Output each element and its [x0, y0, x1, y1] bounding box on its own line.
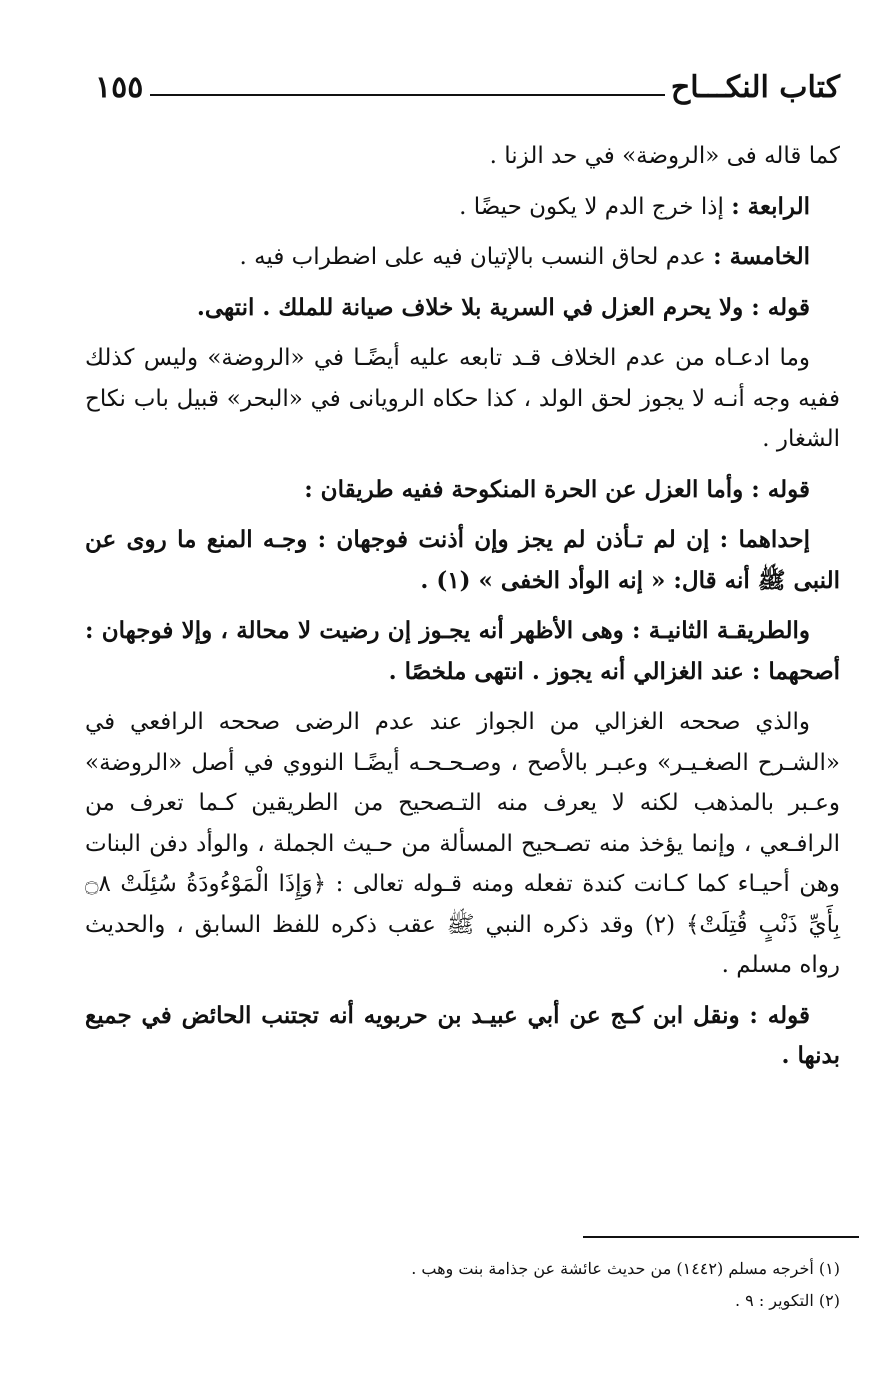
- footnote-2: (٢) التكوير : ٩ .: [734, 1291, 840, 1310]
- paragraph: [85, 187, 840, 228]
- paragraph: [85, 996, 840, 1077]
- paragraph-lead: الرابعة :: [731, 192, 810, 220]
- paragraph: [85, 338, 840, 460]
- paragraph-text: قوله : ولا يحرم العزل في السرية بلا خلاف صيانة للملك . انتهى.: [196, 293, 810, 321]
- paragraph-text: عدم لحاق النسب بالإتيان فيه على اضطراب فيه .: [239, 244, 714, 270]
- paragraph-text: قوله : وأما العزل عن الحرة المنكوحة ففيه طريقان :: [304, 475, 810, 503]
- paragraph: [85, 237, 840, 278]
- paragraph: [85, 611, 840, 692]
- paragraph-text: والذي صححه الغزالي من الجواز عند عدم الرضى صححه الرافعي في «الشـرح الصغـيـر» وعبـر بالأصح ، وصـحـحـه أيضًـا النووي في أصل «الروضة» وعـبر بالمذهب لكنه لا يعرف منه التـصحيح من الطريقين كـما تعرف من الرافـعي ، وإنما يؤخذ منه تصـحيح المسألة من حـيث الجملة ، والوأد دفن البنات وهن أحيـاء كما كـانت كندة تفعله ومنه قـوله تعالى : ﴿وَإِذَا الْمَوْءُودَةُ سُئِلَتْ ۝٨ بِأَيِّ ذَنْبٍ قُتِلَتْ﴾ (٢) وقد ذكره النبي ﷺ عقب ذكره للفظ السابق ، والحديث رواه مسلم .: [85, 709, 841, 978]
- paragraph: [85, 470, 840, 511]
- footnotes: [85, 1253, 840, 1317]
- header-rule: [150, 94, 665, 96]
- paragraph-text: وما ادعـاه من عدم الخلاف قـد تابعه عليه أيضًـا في «الروضة» وليس كذلك ففيه وجه أنـه لا يجوز لحق الولد ، كذا حكاه الرويانى في «البحر» قبيل باب نكاح الشغار .: [85, 345, 840, 452]
- paragraph-text: قوله : ونقل ابن كـج عن أبي عبيـد بن حربويه أنه تجتنب الحائض في جميع بدنها .: [85, 1001, 840, 1069]
- page-header: [95, 68, 840, 108]
- paragraph-text: والطريقـة الثانيـة : وهى الأظهر أنه يجـوز إن رضيت لا محالة ، وإلا فوجهان : أصحهما : عند الغزالي أنه يجوز . انتهى ملخصًا .: [85, 617, 840, 685]
- paragraph: [85, 136, 840, 177]
- paragraph: [85, 288, 840, 329]
- body-text: [85, 136, 840, 1087]
- footnote-1: (١) أخرجه مسلم (١٤٤٢) من حديث عائشة عن جذامة بنت وهب .: [411, 1259, 840, 1278]
- paragraph-text: إحداهما : إن لم تـأذن لم يجز وإن أذنت فوجهان : وجـه المنع ما روى عن النبى ﷺ أنه قال: « إنه الوأد الخفى » (١) .: [85, 526, 840, 594]
- page-number: ١٥٥: [95, 70, 144, 105]
- paragraph-text: إذا خرج الدم لا يكون حيضًا .: [459, 193, 732, 220]
- footnote-separator: [583, 1236, 859, 1238]
- paragraph: [85, 702, 840, 986]
- running-title: كتاب النكـــاح: [670, 70, 840, 105]
- paragraph: [85, 520, 840, 601]
- paragraph-lead: الخامسة :: [713, 243, 810, 270]
- paragraph-text: كما قاله فى «الروضة» في حد الزنا .: [489, 143, 840, 169]
